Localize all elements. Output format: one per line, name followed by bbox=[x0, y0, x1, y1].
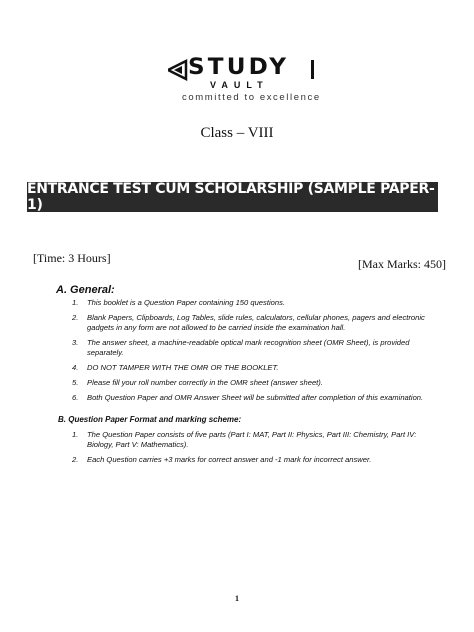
item-number: 1. bbox=[72, 430, 79, 439]
list-item bbox=[72, 455, 432, 465]
title-banner bbox=[27, 182, 438, 212]
item-number: 2. bbox=[72, 313, 79, 322]
study-vault-logo bbox=[168, 55, 328, 108]
item-text: Please fill your roll number correctly in the OMR sheet (answer sheet). bbox=[87, 378, 323, 387]
section-a-heading: A. General: bbox=[56, 284, 115, 296]
logo-subtitle: VAULT bbox=[210, 80, 269, 90]
list-item bbox=[72, 338, 432, 358]
list-item bbox=[72, 430, 432, 450]
item-text: DO NOT TAMPER WITH THE OMR OR THE BOOKLET. bbox=[87, 363, 279, 372]
item-number: 4. bbox=[72, 363, 79, 372]
section-b-heading: B. Question Paper Format and marking scheme: bbox=[58, 415, 242, 424]
logo-tagline: committed to excellence bbox=[182, 92, 321, 103]
item-text: Both Question Paper and OMR Answer Sheet will be submitted after completion of this examination. bbox=[87, 393, 424, 402]
item-text: This booklet is a Question Paper containing 150 questions. bbox=[87, 298, 285, 307]
item-number: 1. bbox=[72, 298, 79, 307]
item-number: 5. bbox=[72, 378, 79, 387]
item-number: 3. bbox=[72, 338, 79, 347]
section-b-list bbox=[72, 430, 432, 470]
logo-wordmark: STUDY bbox=[188, 55, 290, 80]
time-label: [Time: 3 Hours] bbox=[33, 251, 111, 265]
item-text: The Question Paper consists of five parts (Part I: MAT, Part II: Physics, Part III: Chemistry, Part IV: Biology, Part V: Mathematics). bbox=[87, 430, 417, 449]
list-item bbox=[72, 313, 432, 333]
list-item bbox=[72, 378, 432, 388]
item-text: Blank Papers, Clipboards, Log Tables, slide rules, calculators, cellular phones, pagers and electronic gadgets in any form are not allowed to be carried inside the examination hall. bbox=[87, 313, 425, 332]
page-title: ENTRANCE TEST CUM SCHOLARSHIP (SAMPLE PAPER-1) bbox=[27, 181, 435, 213]
section-a-list bbox=[72, 298, 432, 408]
logo-bar bbox=[311, 60, 314, 79]
item-number: 6. bbox=[72, 393, 79, 402]
list-item bbox=[72, 363, 432, 373]
max-marks-label: [Max Marks: 450] bbox=[358, 257, 446, 271]
item-number: 2. bbox=[72, 455, 79, 464]
item-text: The answer sheet, a machine-readable optical mark recognition sheet (OMR Sheet), is provided separately. bbox=[87, 338, 410, 357]
class-label: Class – VIII bbox=[200, 125, 274, 141]
list-item bbox=[72, 298, 432, 308]
list-item bbox=[72, 393, 432, 403]
item-text: Each Question carries +3 marks for correct answer and -1 mark for incorrect answer. bbox=[87, 455, 372, 464]
page-number: 1 bbox=[235, 594, 239, 603]
